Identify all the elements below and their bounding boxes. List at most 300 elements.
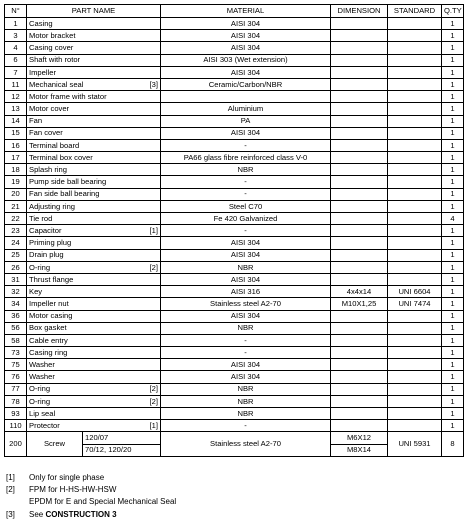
part-number: 73 <box>5 347 27 359</box>
part-number: 13 <box>5 103 27 115</box>
standard <box>388 103 442 115</box>
footnote <box>6 472 176 484</box>
footnote-text: EPDM for E and Special Mechanical Seal <box>29 497 177 507</box>
table-row <box>5 383 464 395</box>
standard <box>388 371 442 383</box>
part-name-cell <box>27 273 161 285</box>
part-name-cell <box>27 78 161 90</box>
dimension <box>331 42 388 54</box>
part-number: 7 <box>5 66 27 78</box>
part-name: Pump side ball bearing <box>29 177 107 187</box>
part-name-cell <box>27 371 161 383</box>
dimension <box>331 78 388 90</box>
part-name: Lip seal <box>29 408 56 418</box>
part-name: O-ring <box>29 384 51 394</box>
table-row <box>5 237 464 249</box>
material: AISI 304 <box>161 66 331 78</box>
quantity: 1 <box>442 420 464 432</box>
table-row <box>5 334 464 346</box>
material: - <box>161 139 331 151</box>
standard <box>388 54 442 66</box>
dimension <box>331 420 388 432</box>
sub-variant: 70/12, 120/20 <box>83 444 161 456</box>
part-name-cell <box>27 91 161 103</box>
quantity: 1 <box>442 383 464 395</box>
table-row <box>5 66 464 78</box>
standard <box>388 176 442 188</box>
standard <box>388 261 442 273</box>
part-name-cell <box>27 420 161 432</box>
material: NBR <box>161 383 331 395</box>
footnote-ref: [1] <box>149 420 158 430</box>
part-number: 25 <box>5 249 27 261</box>
table-row <box>5 176 464 188</box>
part-name: Cable entry <box>29 335 68 345</box>
part-number: 6 <box>5 54 27 66</box>
dimension <box>331 322 388 334</box>
material: NBR <box>161 408 331 420</box>
footnote <box>6 496 176 508</box>
part-name-cell <box>27 237 161 249</box>
part-name: Casing cover <box>29 43 74 53</box>
part-name-cell <box>27 164 161 176</box>
material: AISI 304 <box>161 30 331 42</box>
standard: UNI 7474 <box>388 298 442 310</box>
part-name-cell <box>27 18 161 30</box>
footnote-text: FPM for H-HS-HW-HSW <box>29 485 117 495</box>
table-row <box>5 127 464 139</box>
quantity: 1 <box>442 249 464 261</box>
part-number: 110 <box>5 420 27 432</box>
footnote-ref: [1] <box>149 225 158 235</box>
parts-table <box>4 4 464 457</box>
material: Aluminium <box>161 103 331 115</box>
sub-variant: 120/07 <box>83 432 161 444</box>
part-name-cell <box>27 310 161 322</box>
quantity: 4 <box>442 213 464 225</box>
material: NBR <box>161 164 331 176</box>
dimension <box>331 261 388 273</box>
part-number: 58 <box>5 334 27 346</box>
material: AISI 304 <box>161 42 331 54</box>
quantity: 1 <box>442 261 464 273</box>
part-name: Drain plug <box>29 250 64 260</box>
footnote-key: [1] <box>6 473 15 482</box>
part-number: 15 <box>5 127 27 139</box>
table-row <box>5 261 464 273</box>
table-row <box>5 225 464 237</box>
material: - <box>161 225 331 237</box>
part-name-cell <box>27 200 161 212</box>
table-row <box>5 213 464 225</box>
part-number: 17 <box>5 152 27 164</box>
standard <box>388 78 442 90</box>
standard <box>388 188 442 200</box>
table-row <box>5 139 464 151</box>
material: AISI 304 <box>161 371 331 383</box>
dimension <box>331 200 388 212</box>
part-name-cell <box>27 395 161 407</box>
dimension <box>331 225 388 237</box>
table-row <box>5 273 464 285</box>
dimension <box>331 164 388 176</box>
part-number: 32 <box>5 286 27 298</box>
dimension: 4x4x14 <box>331 286 388 298</box>
dimension <box>331 359 388 371</box>
part-name: Tie rod <box>29 213 53 223</box>
part-name-cell <box>27 139 161 151</box>
material: AISI 304 <box>161 249 331 261</box>
standard <box>388 139 442 151</box>
footnote-ref: [2] <box>149 384 158 394</box>
quantity: 1 <box>442 91 464 103</box>
part-number: 31 <box>5 273 27 285</box>
part-name-cell <box>27 152 161 164</box>
part-number: 4 <box>5 42 27 54</box>
part-name-cell <box>27 408 161 420</box>
part-number: 20 <box>5 188 27 200</box>
material: NBR <box>161 395 331 407</box>
table-row <box>5 103 464 115</box>
material: AISI 316 <box>161 286 331 298</box>
quantity: 1 <box>442 225 464 237</box>
part-number: 14 <box>5 115 27 127</box>
part-number: 56 <box>5 322 27 334</box>
footnote-key: [3] <box>6 509 15 519</box>
part-name: Fan side ball bearing <box>29 189 100 199</box>
part-name: Terminal box cover <box>29 152 93 162</box>
table-row <box>5 408 464 420</box>
table-row <box>5 164 464 176</box>
quantity: 1 <box>442 66 464 78</box>
standard <box>388 249 442 261</box>
part-name: Motor bracket <box>29 30 76 40</box>
quantity: 1 <box>442 395 464 407</box>
part-number: 34 <box>5 298 27 310</box>
dimension: M10X1,25 <box>331 298 388 310</box>
part-name-cell <box>27 249 161 261</box>
quantity: 1 <box>442 334 464 346</box>
part-name-cell <box>27 30 161 42</box>
material <box>161 91 331 103</box>
material: Stainless steel A2-70 <box>161 298 331 310</box>
part-number: 24 <box>5 237 27 249</box>
material: - <box>161 188 331 200</box>
part-number: 22 <box>5 213 27 225</box>
part-name-cell <box>27 298 161 310</box>
part-name: Thrust flange <box>29 274 74 284</box>
part-name: Washer <box>29 372 55 382</box>
part-name: Motor cover <box>29 104 70 114</box>
material: Stainless steel A2-70 <box>161 432 331 456</box>
material: Fe 420 Galvanized <box>161 213 331 225</box>
dimension <box>331 30 388 42</box>
dimension <box>331 176 388 188</box>
part-number: 36 <box>5 310 27 322</box>
table-row <box>5 249 464 261</box>
table-row <box>5 371 464 383</box>
part-number: 76 <box>5 371 27 383</box>
dimension <box>331 18 388 30</box>
quantity: 1 <box>442 188 464 200</box>
standard <box>388 66 442 78</box>
material: PA <box>161 115 331 127</box>
dimension <box>331 103 388 115</box>
col-dimension: DIMENSION <box>331 5 388 18</box>
standard <box>388 115 442 127</box>
footnote-key: [2] <box>6 485 15 495</box>
standard <box>388 225 442 237</box>
dimension <box>331 66 388 78</box>
part-name: O-ring <box>29 396 51 406</box>
part-number: 77 <box>5 383 27 395</box>
quantity: 1 <box>442 164 464 176</box>
part-name-cell <box>27 42 161 54</box>
part-number: 26 <box>5 261 27 273</box>
footnotes <box>6 472 176 521</box>
part-name: Shaft with rotor <box>29 55 81 65</box>
standard: UNI 6604 <box>388 286 442 298</box>
dimension <box>331 188 388 200</box>
dimension <box>331 310 388 322</box>
table-row <box>5 420 464 432</box>
standard <box>388 334 442 346</box>
material: AISI 304 <box>161 18 331 30</box>
quantity: 1 <box>442 30 464 42</box>
part-name: Box gasket <box>29 323 67 333</box>
quantity: 1 <box>442 237 464 249</box>
part-name-cell <box>27 127 161 139</box>
table-row <box>5 322 464 334</box>
material: AISI 303 (Wet extension) <box>161 54 331 66</box>
part-name: Impeller nut <box>29 299 69 309</box>
quantity: 1 <box>442 347 464 359</box>
footnote-text: Only for single phase <box>29 473 105 482</box>
material: PA66 glass fibre reinforced class V-0 <box>161 152 331 164</box>
footnote-text: See CONSTRUCTION 3 <box>29 509 117 519</box>
part-name: Priming plug <box>29 238 72 248</box>
col-part-name: PART NAME <box>27 5 161 18</box>
standard <box>388 420 442 432</box>
standard <box>388 127 442 139</box>
part-number: 75 <box>5 359 27 371</box>
quantity: 1 <box>442 152 464 164</box>
dimension <box>331 115 388 127</box>
material: AISI 304 <box>161 273 331 285</box>
dimension: M8X14 <box>331 444 388 456</box>
part-name: Casing <box>29 18 53 28</box>
footnote <box>6 509 176 521</box>
col-standard: STANDARD <box>388 5 442 18</box>
part-number: 11 <box>5 78 27 90</box>
quantity: 1 <box>442 298 464 310</box>
part-name: Adjusting ring <box>29 201 76 211</box>
quantity: 8 <box>442 432 464 456</box>
part-name: Capacitor <box>29 225 62 235</box>
standard <box>388 152 442 164</box>
part-name-cell <box>27 54 161 66</box>
dimension <box>331 139 388 151</box>
col-number: N° <box>5 5 27 18</box>
standard <box>388 91 442 103</box>
quantity: 1 <box>442 139 464 151</box>
quantity: 1 <box>442 359 464 371</box>
table-row <box>5 310 464 322</box>
part-name-cell <box>27 225 161 237</box>
part-name-cell <box>27 383 161 395</box>
quantity: 1 <box>442 54 464 66</box>
dimension: M6X12 <box>331 432 388 444</box>
footnote-ref: [2] <box>149 262 158 272</box>
standard <box>388 408 442 420</box>
part-name: Motor casing <box>29 311 73 321</box>
table-row <box>5 115 464 127</box>
quantity: 1 <box>442 18 464 30</box>
table-row <box>5 42 464 54</box>
material: - <box>161 334 331 346</box>
part-name-cell <box>27 66 161 78</box>
standard <box>388 18 442 30</box>
part-name: Washer <box>29 360 55 370</box>
part-name-cell <box>27 115 161 127</box>
table-row <box>5 30 464 42</box>
part-name-cell <box>27 322 161 334</box>
dimension <box>331 91 388 103</box>
part-name-cell <box>27 188 161 200</box>
part-name: Terminal board <box>29 140 80 150</box>
table-row <box>5 91 464 103</box>
standard <box>388 310 442 322</box>
table-row <box>5 359 464 371</box>
part-number: 3 <box>5 30 27 42</box>
dimension <box>331 54 388 66</box>
material: AISI 304 <box>161 359 331 371</box>
standard <box>388 395 442 407</box>
quantity: 1 <box>442 371 464 383</box>
quantity: 1 <box>442 273 464 285</box>
standard <box>388 383 442 395</box>
material: - <box>161 420 331 432</box>
standard <box>388 164 442 176</box>
part-name-cell <box>27 261 161 273</box>
part-name: Casing ring <box>29 347 68 357</box>
col-material: MATERIAL <box>161 5 331 18</box>
quantity: 1 <box>442 115 464 127</box>
part-number: 1 <box>5 18 27 30</box>
table-row <box>5 54 464 66</box>
part-number: 23 <box>5 225 27 237</box>
part-name: Fan cover <box>29 128 63 138</box>
part-number: 18 <box>5 164 27 176</box>
quantity: 1 <box>442 103 464 115</box>
dimension <box>331 127 388 139</box>
dimension <box>331 347 388 359</box>
dimension <box>331 371 388 383</box>
material: NBR <box>161 322 331 334</box>
material: Ceramic/Carbon/NBR <box>161 78 331 90</box>
material: AISI 304 <box>161 237 331 249</box>
footnote-ref: [3] <box>149 79 158 89</box>
part-name-cell <box>27 359 161 371</box>
dimension <box>331 237 388 249</box>
dimension <box>331 395 388 407</box>
quantity: 1 <box>442 176 464 188</box>
dimension <box>331 213 388 225</box>
table-row <box>5 298 464 310</box>
part-number: 93 <box>5 408 27 420</box>
quantity: 1 <box>442 408 464 420</box>
table-row <box>5 286 464 298</box>
standard <box>388 347 442 359</box>
dimension <box>331 334 388 346</box>
table-row <box>5 78 464 90</box>
part-name-cell <box>27 213 161 225</box>
dimension <box>331 249 388 261</box>
table-row <box>5 395 464 407</box>
quantity: 1 <box>442 310 464 322</box>
col-qty: Q.TY <box>442 5 464 18</box>
standard <box>388 273 442 285</box>
quantity: 1 <box>442 42 464 54</box>
part-number: 200 <box>5 432 27 456</box>
standard <box>388 359 442 371</box>
standard <box>388 200 442 212</box>
part-name: Splash ring <box>29 165 67 175</box>
part-name: Protector <box>29 420 60 430</box>
part-name: O-ring <box>29 262 51 272</box>
table-row <box>5 188 464 200</box>
dimension <box>331 408 388 420</box>
dimension <box>331 383 388 395</box>
standard <box>388 30 442 42</box>
material: - <box>161 347 331 359</box>
footnote-key <box>6 496 29 508</box>
standard <box>388 42 442 54</box>
part-name-cell <box>27 103 161 115</box>
part-number: 16 <box>5 139 27 151</box>
part-name: Mechanical seal <box>29 79 84 89</box>
part-name-cell <box>27 334 161 346</box>
footnote-ref: [2] <box>149 396 158 406</box>
quantity: 1 <box>442 322 464 334</box>
part-number: 21 <box>5 200 27 212</box>
dimension <box>331 152 388 164</box>
footnote <box>6 484 176 496</box>
material: AISI 304 <box>161 127 331 139</box>
standard <box>388 213 442 225</box>
material: NBR <box>161 261 331 273</box>
table-row <box>5 347 464 359</box>
part-name: Motor frame with stator <box>29 91 107 101</box>
part-name-cell <box>27 176 161 188</box>
table-row <box>5 18 464 30</box>
table-row <box>5 200 464 212</box>
standard <box>388 237 442 249</box>
part-name-cell <box>27 286 161 298</box>
part-name: Fan <box>29 116 43 126</box>
part-name-cell <box>27 347 161 359</box>
quantity: 1 <box>442 127 464 139</box>
part-name: Key <box>29 286 43 296</box>
standard <box>388 322 442 334</box>
part-number: 12 <box>5 91 27 103</box>
material: - <box>161 176 331 188</box>
material: AISI 304 <box>161 310 331 322</box>
header-row <box>5 5 464 18</box>
part-number: 19 <box>5 176 27 188</box>
part-number: 78 <box>5 395 27 407</box>
table-row <box>5 432 464 444</box>
